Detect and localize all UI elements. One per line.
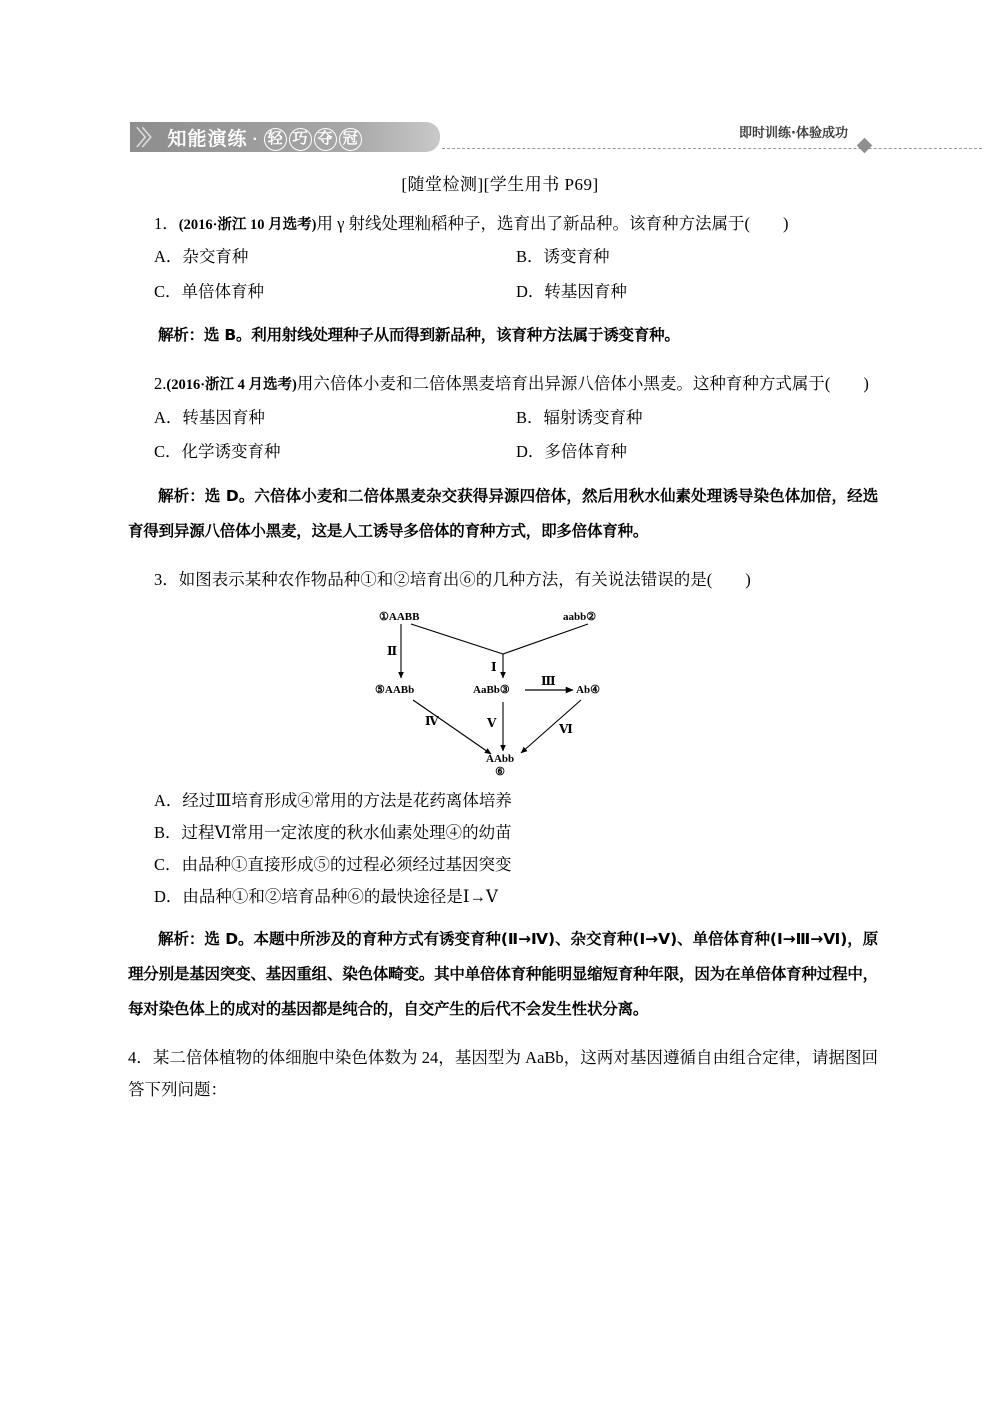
question-1 (128, 208, 878, 353)
diagram-node-4-genotype: Ab (576, 683, 591, 696)
diagram-node-2-genotype: aabb (563, 610, 587, 623)
diagram-node-2 (563, 610, 596, 623)
question-3-stem-line (128, 564, 878, 596)
banner-subtitle: 即时训练·体验成功 (739, 126, 848, 141)
section-header-banner (130, 118, 870, 158)
diagram-node-3-genotype: AaBb (473, 683, 500, 696)
question-3-option-a-key: A． (154, 790, 183, 810)
question-2-prefix: . (162, 374, 167, 394)
question-1-stem: 用 γ 射线处理籼稻种子，选育出了新品种。该育种方法属于 (316, 214, 745, 233)
question-1-option-c[interactable] (154, 275, 516, 310)
question-2-option-d-key: D． (516, 442, 545, 462)
diagram-arrow-label-5: Ⅴ (487, 715, 497, 730)
diagram-arrow-label-1: Ⅰ (491, 659, 497, 674)
question-3-option-d-text: 由品种①和②培育品种⑥的最快途径是Ⅰ→Ⅴ (182, 887, 498, 907)
question-3-option-b-key: B． (154, 822, 182, 842)
banner-circled-char-1: 轻 (264, 128, 287, 151)
question-3-prefix: ． (162, 569, 179, 589)
question-1-option-c-key: C． (154, 281, 182, 301)
question-1-option-b-key: B． (516, 247, 544, 267)
diagram-node-1-circled: ① (379, 610, 389, 623)
diagram-node-5 (375, 683, 414, 696)
spacer (128, 353, 878, 368)
question-1-option-a-key: A． (154, 247, 183, 267)
diagram-node-3-circled: ③ (499, 683, 510, 696)
question-3-option-c-key: C． (154, 855, 182, 875)
breeding-flow-diagram (373, 606, 633, 781)
question-4-number: 4 (128, 1048, 137, 1068)
question-1-option-a[interactable] (154, 240, 516, 275)
question-3 (128, 564, 878, 1027)
diagram-arrow-label-3: Ⅲ (541, 673, 556, 688)
question-1-option-d-key: D． (516, 281, 545, 301)
question-1-option-d-text: 转基因育种 (544, 281, 627, 301)
banner-circled-char-4: 冠 (339, 128, 362, 151)
question-1-option-d[interactable] (516, 275, 878, 310)
question-2-option-d[interactable] (516, 435, 878, 470)
question-1-blank: ( ) (744, 214, 789, 233)
question-2 (128, 368, 878, 548)
question-3-option-a-text: 经过Ⅲ培育形成④常用的方法是花药离体培养 (182, 790, 512, 810)
question-1-option-b[interactable] (516, 240, 878, 275)
banner-title-main: 知能演练 (167, 127, 248, 150)
diagram-arrow-label-6: Ⅵ (559, 721, 573, 736)
diagram-node-5-circled: ⑤ (375, 683, 385, 696)
question-2-options-row-1 (154, 401, 878, 436)
question-2-option-a-key: A． (154, 407, 183, 427)
banner-separator-dot: · (252, 132, 259, 146)
diagram-arrow-label-2: Ⅱ (387, 643, 398, 658)
question-2-option-a[interactable] (154, 401, 516, 436)
diagram-node-4 (576, 683, 600, 696)
question-1-options-row-2 (154, 275, 878, 310)
question-2-option-a-text: 转基因育种 (182, 407, 265, 427)
question-3-number: 3 (154, 569, 163, 589)
diagram-node-5-genotype: AABb (384, 683, 415, 696)
question-1-option-c-text: 单倍体育种 (181, 281, 265, 301)
question-1-stem-line (128, 208, 878, 240)
question-2-option-b[interactable] (516, 401, 878, 436)
question-4 (128, 1042, 878, 1106)
question-1-source: (2016·浙江 10 月选考) (178, 217, 317, 233)
question-3-option-d[interactable] (154, 881, 878, 913)
question-3-option-a[interactable] (154, 785, 878, 817)
question-2-option-c-key: C． (154, 442, 182, 462)
banner-circled-char-3: 夺 (314, 128, 337, 151)
question-4-prefix: ． (136, 1048, 153, 1068)
diagram-node-6-genotype: AAbb (486, 752, 515, 765)
question-2-stem: 用六倍体小麦和二倍体黑麦培育出异源八倍体小黑麦。这种育种方式属于( ) (296, 374, 869, 394)
question-2-options-row-2 (154, 435, 878, 470)
diagram-arrow-label-4: Ⅳ (425, 713, 439, 728)
diagram-node-6-circled: ⑥ (495, 765, 505, 778)
diagram-node-1 (379, 610, 419, 623)
banner-dotted-rule (442, 148, 982, 149)
question-2-number: 2 (154, 374, 163, 394)
question-1-number: 1 (154, 214, 163, 233)
diagram-node-6 (486, 753, 514, 778)
question-3-option-c[interactable] (154, 849, 878, 881)
banner-title (168, 124, 364, 151)
spacer (128, 309, 878, 318)
spacer (128, 913, 878, 922)
question-3-explanation: 解析：选 D。本题中所涉及的育种方式有诱变育种(Ⅱ→Ⅳ)、杂交育种(Ⅰ→Ⅴ)、单倍体育种(Ⅰ→Ⅲ→Ⅵ)，原理分别是基因突变、基因重组、染色体畸变。其中单倍体育种能明显缩短育种年限，因为在单倍体育种过程中，每对染色体上的成对的基因都是纯合的，自交产生的后代不会发生性状分离。 (128, 930, 878, 1019)
question-3-stem: 如图表示某种农作物品种①和②培育出⑥的几种方法，有关说法错误的是( ) (178, 569, 751, 589)
diagram-node-1-genotype: AABB (388, 610, 420, 623)
section-subtitle: [随堂检测][学生用书 P69] (401, 175, 599, 194)
question-3-option-b-text: 过程Ⅵ常用一定浓度的秋水仙素处理④的幼苗 (181, 822, 512, 842)
question-1-explanation: 解析：选 B。利用射线处理种子从而得到新品种，该育种方法属于诱变育种。 (158, 326, 680, 345)
question-2-source: (2016·浙江 4 月选考) (166, 377, 297, 394)
question-2-explanation: 解析：选 D。六倍体小麦和二倍体黑麦杂交获得异源四倍体，然后用秋水仙素处理诱导染色体加倍，经选育得到异源八倍体小黑麦，这是人工诱导多倍体的育种方式，即多倍体育种。 (128, 486, 878, 540)
spacer (128, 470, 878, 479)
banner-circled-char-2: 巧 (289, 128, 312, 151)
question-2-option-d-text: 多倍体育种 (544, 442, 627, 462)
double-chevron-icon: 〉〉 (136, 126, 158, 150)
spacer (128, 1027, 878, 1042)
diagram-node-4-circled: ④ (590, 683, 600, 696)
banner-bar (130, 122, 440, 152)
question-2-option-b-text: 辐射诱变育种 (543, 407, 643, 427)
question-2-stem-line (128, 368, 878, 400)
question-1-prefix: ． (162, 214, 179, 233)
question-3-option-d-key: D． (154, 887, 183, 907)
question-4-stem-line (128, 1042, 878, 1106)
diamond-icon (857, 138, 873, 154)
diagram-node-3 (473, 683, 510, 696)
question-2-option-c-text: 化学诱变育种 (181, 442, 281, 462)
question-2-option-c[interactable] (154, 435, 516, 470)
question-2-option-b-key: B． (516, 407, 544, 427)
questions-container (128, 208, 878, 1106)
question-1-options-row-1 (154, 240, 878, 275)
question-4-stem: 某二倍体植物的体细胞中染色体数为 24，基因型为 AaBb，这两对基因遵循自由组合定律，请据图回答下列问题： (128, 1048, 878, 1100)
question-3-option-b[interactable] (154, 817, 878, 849)
question-1-option-a-text: 杂交育种 (182, 247, 249, 267)
spacer (128, 549, 878, 564)
diagram-node-2-circled: ② (586, 610, 597, 623)
question-3-option-c-text: 由品种①直接形成⑤的过程必须经过基因突变 (181, 855, 512, 875)
question-1-option-b-text: 诱变育种 (543, 247, 610, 267)
